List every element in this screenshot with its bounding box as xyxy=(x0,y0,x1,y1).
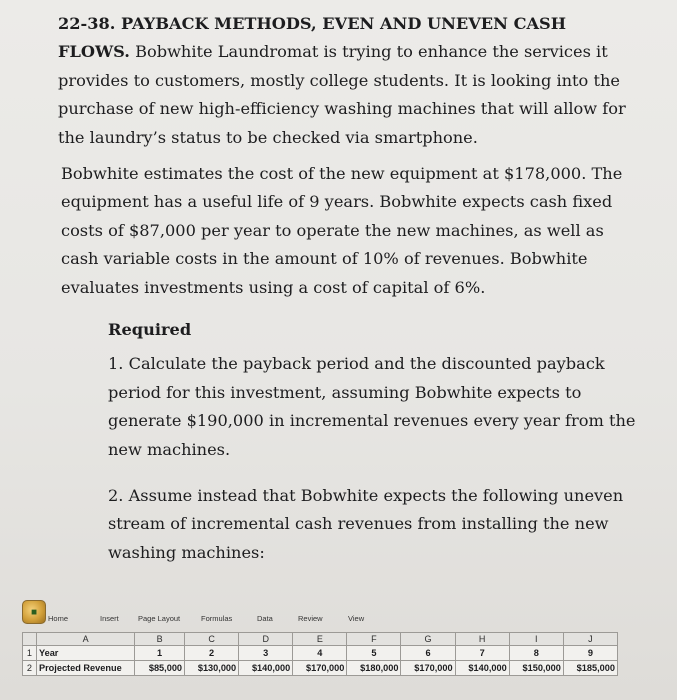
column-header-row xyxy=(23,633,618,646)
col-header-j[interactable]: J xyxy=(563,633,617,646)
cell-year[interactable]: 1 xyxy=(135,646,185,661)
col-header-i[interactable]: I xyxy=(509,633,563,646)
cell-year[interactable]: 4 xyxy=(293,646,347,661)
col-header-c[interactable]: C xyxy=(185,633,239,646)
tab-review[interactable]: Review xyxy=(298,614,323,623)
col-header-h[interactable]: H xyxy=(455,633,509,646)
cell-year[interactable]: 9 xyxy=(563,646,617,661)
requirement-2: 2. Assume instead that Bobwhite expects the following uneven stream of incremental cash revenues from installing the new washing machines: xyxy=(108,486,624,562)
tab-page-layout[interactable]: Page Layout xyxy=(138,614,181,623)
cell-revenue[interactable]: $170,000 xyxy=(293,661,347,676)
problem-title: 22-38. PAYBACK METHODS, EVEN AND UNEVEN CASH FLOWS. xyxy=(58,14,566,62)
table-row-revenue xyxy=(23,661,618,676)
problem-intro-text: Bobwhite Laundromat is trying to enhance the services it provides to customers, mostly college students. It is looking into the purchase of new high-efficiency washing machines that will allow for the laundry’s status to be checked via smartphone. xyxy=(58,42,626,147)
cell-revenue[interactable]: $185,000 xyxy=(563,661,617,676)
ribbon-tabs xyxy=(48,614,378,626)
cell-revenue[interactable]: $130,000 xyxy=(185,661,239,676)
revenue-table xyxy=(22,632,618,676)
problem-intro xyxy=(58,10,638,152)
cell-year[interactable]: 6 xyxy=(401,646,455,661)
cell-year[interactable]: 3 xyxy=(239,646,293,661)
cell-revenue[interactable]: $150,000 xyxy=(509,661,563,676)
tab-view[interactable]: View xyxy=(348,614,365,623)
tab-insert[interactable]: Insert xyxy=(100,614,119,623)
col-header-e[interactable]: E xyxy=(293,633,347,646)
col-header-f[interactable]: F xyxy=(347,633,401,646)
cell-revenue[interactable]: $170,000 xyxy=(401,661,455,676)
tab-home[interactable]: Home xyxy=(48,614,69,623)
spreadsheet xyxy=(22,600,618,682)
cell-revenue[interactable]: $140,000 xyxy=(239,661,293,676)
col-header-b[interactable]: B xyxy=(135,633,185,646)
col-header-g[interactable]: G xyxy=(401,633,455,646)
row-number[interactable]: 2 xyxy=(23,661,37,676)
col-header-a[interactable]: A xyxy=(36,633,134,646)
excel-app-icon: ■ xyxy=(22,600,46,624)
required-section xyxy=(108,316,638,575)
requirement-1: 1. Calculate the payback period and the discounted payback period for this investment, assuming Bobwhite expects to generate $190,000 in incremental revenues every year from the new machines. xyxy=(108,354,636,459)
tab-formulas[interactable]: Formulas xyxy=(201,614,233,623)
cell-year-label[interactable]: Year xyxy=(36,646,134,661)
cell-revenue-label[interactable]: Projected Revenue xyxy=(36,661,134,676)
col-header-d[interactable]: D xyxy=(239,633,293,646)
cell-year[interactable]: 2 xyxy=(185,646,239,661)
tab-data[interactable]: Data xyxy=(257,614,273,623)
required-heading: Required xyxy=(108,320,192,339)
cell-revenue[interactable]: $180,000 xyxy=(347,661,401,676)
table-row-year xyxy=(23,646,618,661)
row-number[interactable]: 1 xyxy=(23,646,37,661)
corner-cell xyxy=(23,633,37,646)
cell-year[interactable]: 7 xyxy=(455,646,509,661)
problem-details: Bobwhite estimates the cost of the new equipment at $178,000. The equipment has a useful life of 9 years. Bobwhite expects cash fixed costs of $87,000 per year to operate the new machines, as well as cash variable costs in the amount of 10% of revenues. Bobwhite evaluates investments using a cost of capital of 6%. xyxy=(61,164,623,297)
cell-revenue[interactable]: $140,000 xyxy=(455,661,509,676)
cell-year[interactable]: 8 xyxy=(509,646,563,661)
cell-revenue[interactable]: $85,000 xyxy=(135,661,185,676)
cell-year[interactable]: 5 xyxy=(347,646,401,661)
